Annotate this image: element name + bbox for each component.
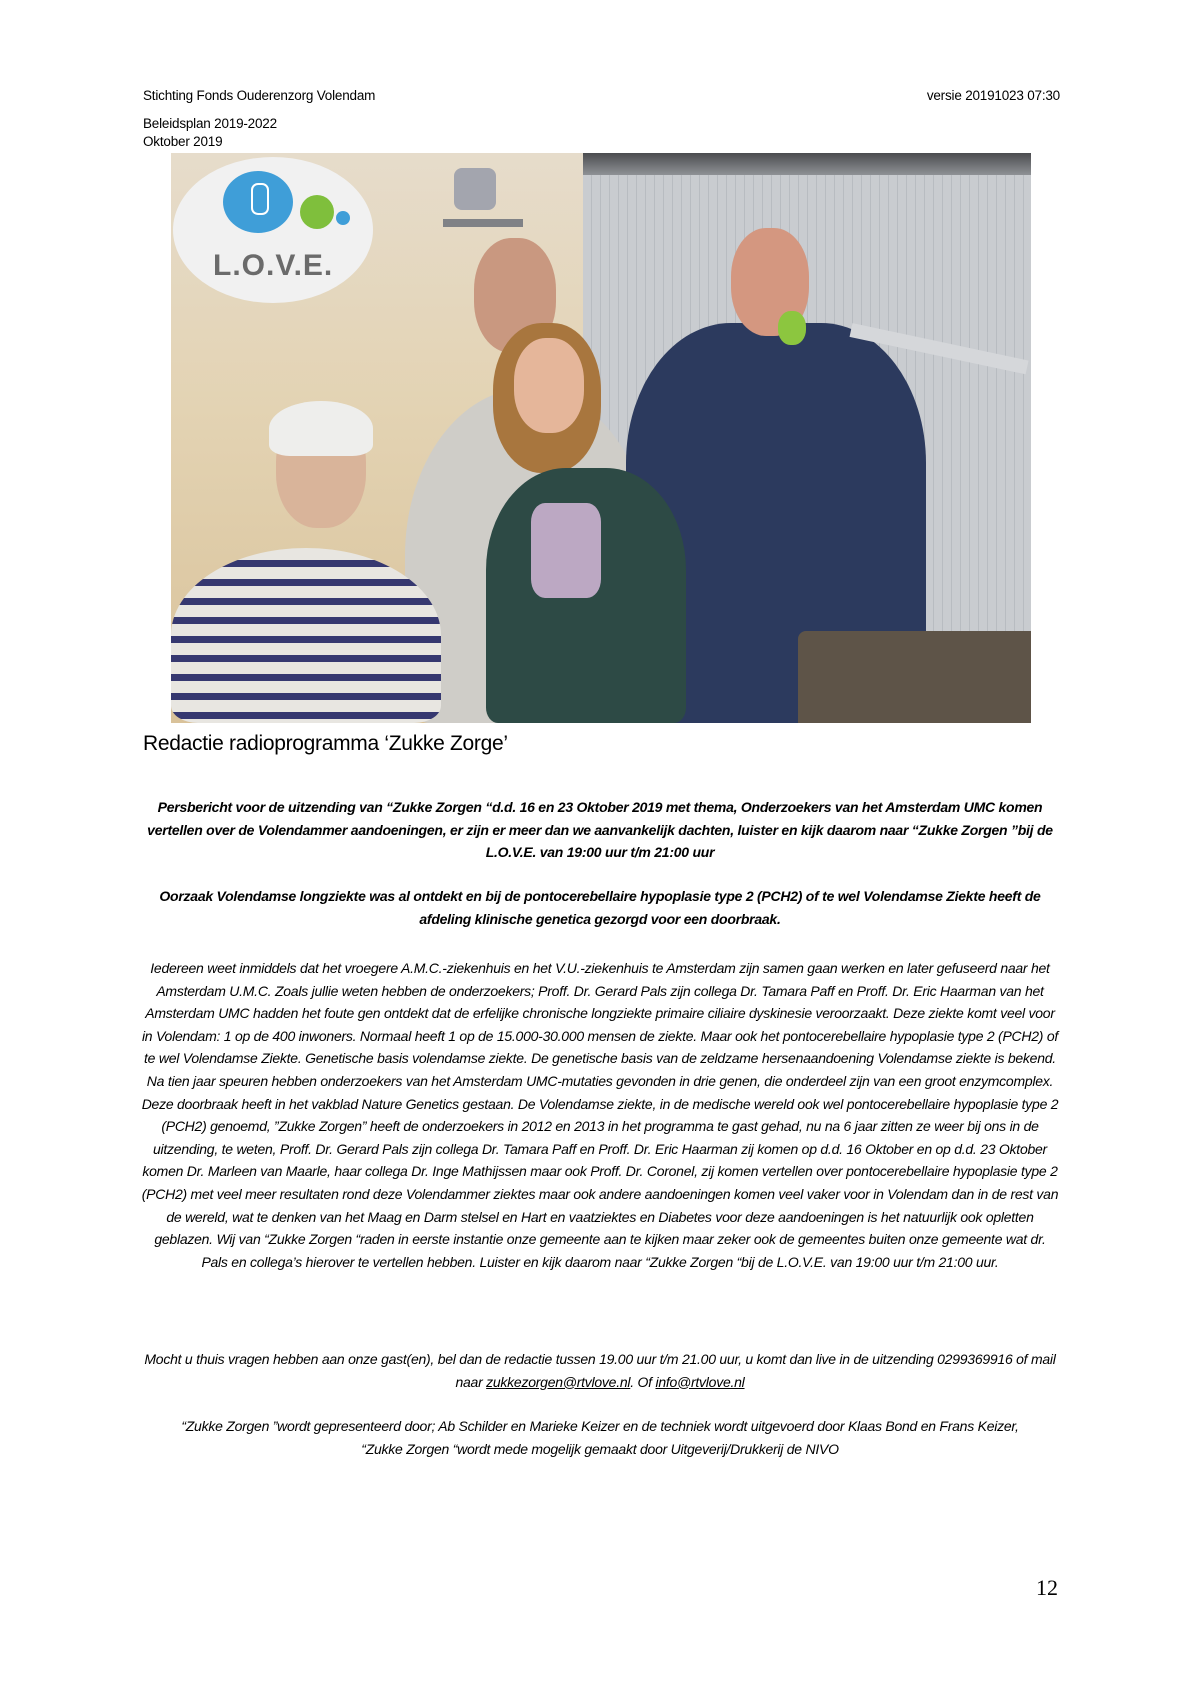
document-date: Oktober 2019 (143, 134, 223, 149)
credits-sponsor: “Zukke Zorgen “wordt mede mogelijk gemaakt door Uitgeverij/Drukkerij de NIVO (361, 1440, 839, 1457)
press-release-body: Iedereen weet inmiddels dat het vroegere A.M.C.-ziekenhuis en het V.U.-ziekenhuis te Amsterdam zijn samen gaan werken en later gefuseerd naar het Amsterdam U.M.C. Zoals jullie weten hebben de onderzoekers; Proff. Dr. Gerard Pals zijn collega Dr. Tamara Paff en Proff. Dr. Eric Haarman van het Amsterdam UMC hadden het foute gen ontdekt dat de erfelijke chronische longziekte primaire ciliaire dyskinesie veroorzaakt. Deze ziekte komt veel voor in Volendam: 1 op de 400 inwoners. Normaal heeft 1 op de 15.000-30.000 mensen de ziekte. Maar ook het pontocerebellaire hypoplasie type 2 (PCH2) of te wel Volendamse Ziekte. Genetische basis volendamse ziekte. De genetische basis van de zeldzame hersenaandoening Volendamse ziekte is bekend. Na tien jaar speuren hebben onderzoekers van het Amsterdam UMC-mutaties gevonden in drie genen, die onderdeel zijn van een groot enzymcomplex. Deze doorbraak heeft in het vakblad Nature Genetics gestaan. De Volendamse ziekte, in de medische wereld ook wel pontocerebellaire hypoplasie type 2 (PCH2) genoemd, ”Zukke Zorgen” heeft de onderzoekers in 2012 en 2013 in het programma te gast gehad, nu na 6 jaar zitten ze weer bij ons in de uitzending, te weten, Proff. Dr. Gerard Pals zijn collega Dr. Tamara Paff en Proff. Dr. Eric Haarman zij komen op d.d. 16 Oktober en op d.d. 23 Oktober komen Dr. Marleen van Maarle, haar collega Dr. Inge Mathijssen maar ook Proff. Dr. Coronel, zij komen vertellen over pontocerebellaire hypoplasie type 2 (PCH2) met veel meer resultaten rond deze Volendammer ziektes maar ook andere aandoeningen komen veel vaker voor in Volendam dan in de rest van de wereld, wat te denken van het Maag en Darm stelsel en Hart en vaatziektes en Diabetes voor deze aandoeningen is het natuurlijk ook opletten geblazen. Wij van “Zukke Zorgen “raden in eerste instantie onze gemeente aan te kijken maar zeker ook de gemeentes buiten onze gemeente wat dr. Pals en collega’s hierover te vertellen hebben. Luister en kijk daarom naar “Zukke Zorgen “bij de L.O.V.E. van 19:00 uur t/m 21:00 uur. (141, 960, 1059, 1270)
logo-text: L.O.V.E. (213, 249, 334, 282)
email-link-info[interactable]: info@rtvlove.nl (655, 1373, 745, 1390)
plan-title: Beleidsplan 2019-2022 (143, 116, 277, 131)
team-photo (171, 153, 1031, 723)
contact-paragraph (140, 1348, 1060, 1393)
contact-text: Mocht u thuis vragen hebben aan onze gast(en), bel dan de redactie tussen 19.00 uur t/m 21.00 uur, u komt dan live in de uitzending 0299369916 of mail naar (144, 1351, 1056, 1390)
speech-bubble-icon (300, 195, 334, 229)
photo-caption: Redactie radioprogramma ‘Zukke Zorge’ (143, 732, 508, 755)
press-release-intro: Persbericht voor de uitzending van “Zukke Zorgen “d.d. 16 en 23 Oktober 2019 met thema, Onderzoekers van het Amsterdam UMC komen vertellen over de Volendammer aandoeningen, er zijn er meer dan we aanvankelijk dachten, luister en kijk daarom naar “Zukke Zorgen ”bij de L.O.V.E. van 19:00 uur t/m 21:00 uur (147, 799, 1053, 861)
email-link-zukkezorgen[interactable]: zukkezorgen@rtvlove.nl (486, 1373, 631, 1390)
person-seated-man-body (171, 548, 441, 723)
studio-microphone (778, 311, 806, 345)
blinds-rail (583, 153, 1031, 175)
contact-separator: . Of (630, 1373, 656, 1390)
love-logo (173, 157, 373, 303)
wifi-bubble-icon (336, 211, 350, 225)
version-stamp: versie 20191023 07:30 (926, 88, 1060, 103)
shirt-print (531, 503, 601, 598)
studio-camera (454, 168, 496, 210)
page-number: 12 (1036, 1575, 1058, 1600)
microphone-icon (251, 183, 269, 215)
credits-paragraph (140, 1415, 1060, 1460)
credits-presenters: “Zukke Zorgen ”wordt gepresenteerd door; Ab Schilder en Marieke Keizer en de techniek wordt uitgevoerd door Klaas Bond en Frans Keizer, (181, 1418, 1019, 1434)
camera-shelf (443, 219, 523, 227)
organization-name: Stichting Fonds Ouderenzorg Volendam (143, 88, 376, 103)
person-seated-man-hair (269, 401, 373, 456)
person-seated-woman-head (514, 338, 584, 433)
press-release-headline: Oorzaak Volendamse longziekte was al ontdekt en bij de pontocerebellaire hypoplasie type 2 (PCH2) of te wel Volendamse Ziekte heeft de afdeling klinische genetica gezorgd voor een doorbraak. (159, 888, 1041, 927)
studio-desk (798, 631, 1031, 723)
